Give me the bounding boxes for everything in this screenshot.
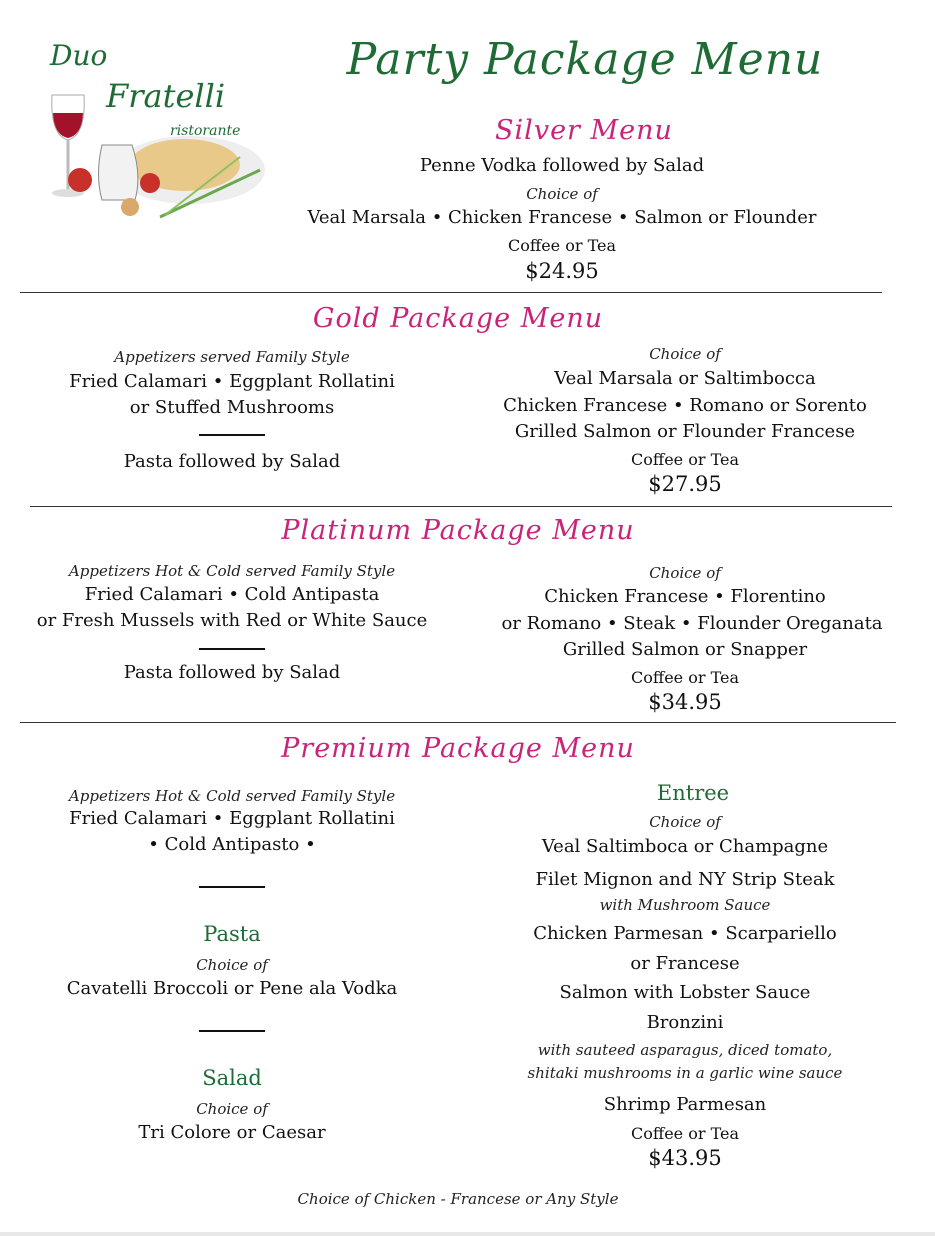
silver-beverage: Coffee or Tea: [507, 236, 617, 255]
salad-choice: Choice of: [196, 1100, 268, 1118]
premium-entree-6-note-2: shitaki mushrooms in a garlic wine sauce: [527, 1064, 843, 1082]
logo-line-2: Fratelli: [106, 77, 226, 115]
footer-note: Choice of Chicken - Francese or Any Style: [297, 1190, 619, 1208]
divider: [20, 292, 882, 293]
entree-choice: Choice of: [649, 813, 721, 831]
platinum-pasta: Pasta followed by Salad: [123, 662, 341, 683]
gold-heading: Gold Package Menu: [312, 303, 604, 334]
premium-appetizers-2: • Cold Antipasto •: [148, 834, 316, 855]
silver-choice: Choice of: [526, 185, 598, 203]
platinum-appetizer-note: Appetizers Hot & Cold served Family Style: [68, 562, 396, 580]
restaurant-logo: [40, 35, 280, 230]
platinum-entree-2: or Romano • Steak • Flounder Oreganata: [501, 613, 883, 634]
pasta-heading: Pasta: [203, 922, 261, 946]
silver-heading: Silver Menu: [495, 115, 673, 146]
premium-entree-4: or Francese: [630, 953, 740, 974]
gold-entree-3: Grilled Salmon or Flounder Francese: [514, 421, 856, 442]
premium-beverage: Coffee or Tea: [630, 1124, 740, 1143]
premium-appetizer-note: Appetizers Hot & Cold served Family Style: [68, 787, 396, 805]
premium-entree-6-note-1: with sauteed asparagus, diced tomato,: [537, 1041, 833, 1059]
silver-price: $24.95: [525, 259, 599, 283]
silver-entrees: Veal Marsala • Chicken Francese • Salmon or Flounder: [307, 207, 817, 228]
entree-heading: Entree: [656, 781, 730, 805]
gold-appetizers-2: or Stuffed Mushrooms: [129, 397, 335, 418]
premium-entree-2: Filet Mignon and NY Strip Steak: [535, 869, 835, 890]
premium-entree-5: Salmon with Lobster Sauce: [559, 982, 811, 1003]
platinum-appetizers-2: or Fresh Mussels with Red or White Sauce: [36, 610, 428, 631]
platinum-price: $34.95: [648, 690, 722, 714]
pasta-choice: Choice of: [196, 956, 268, 974]
gold-beverage: Coffee or Tea: [630, 450, 740, 469]
gold-entree-1: Veal Marsala or Saltimbocca: [554, 368, 816, 389]
premium-heading: Premium Package Menu: [281, 733, 635, 764]
gold-appetizers: Fried Calamari • Eggplant Rollatini: [69, 371, 395, 392]
premium-entree-6: Bronzini: [646, 1012, 724, 1033]
platinum-entree-3: Grilled Salmon or Snapper: [562, 639, 808, 660]
platinum-appetizers: Fried Calamari • Cold Antipasta: [84, 584, 380, 605]
salad-items: Tri Colore or Caesar: [138, 1122, 326, 1143]
premium-entree-3: Chicken Parmesan • Scarpariello: [533, 923, 837, 944]
premium-entree-1: Veal Saltimboca or Champagne: [541, 836, 829, 857]
premium-price: $43.95: [648, 1146, 722, 1170]
gold-entree-2: Chicken Francese • Romano or Sorento: [503, 395, 867, 416]
bottom-edge: [0, 1232, 935, 1236]
dash-divider: [199, 1030, 265, 1032]
logo-line-1: Duo: [50, 39, 108, 72]
premium-entree-2-note: with Mushroom Sauce: [599, 896, 771, 914]
premium-entree-7: Shrimp Parmesan: [603, 1094, 767, 1115]
gold-appetizer-note: Appetizers served Family Style: [114, 348, 350, 366]
dash-divider: [199, 648, 265, 650]
gold-pasta: Pasta followed by Salad: [123, 451, 341, 472]
platinum-beverage: Coffee or Tea: [630, 668, 740, 687]
salad-heading: Salad: [202, 1066, 262, 1090]
silver-line: Penne Vodka followed by Salad: [419, 155, 705, 176]
dash-divider: [199, 886, 265, 888]
platinum-entree-1: Chicken Francese • Florentino: [544, 586, 826, 607]
platinum-heading: Platinum Package Menu: [281, 515, 635, 546]
page-title: Party Package Menu: [346, 34, 824, 85]
premium-appetizers: Fried Calamari • Eggplant Rollatini: [69, 808, 395, 829]
dash-divider: [199, 434, 265, 436]
logo-line-3: ristorante: [170, 123, 241, 139]
gold-price: $27.95: [648, 472, 722, 496]
divider: [20, 722, 896, 723]
gold-choice: Choice of: [649, 345, 721, 363]
divider: [30, 506, 892, 507]
platinum-choice: Choice of: [649, 564, 721, 582]
pasta-items: Cavatelli Broccoli or Pene ala Vodka: [66, 978, 398, 999]
